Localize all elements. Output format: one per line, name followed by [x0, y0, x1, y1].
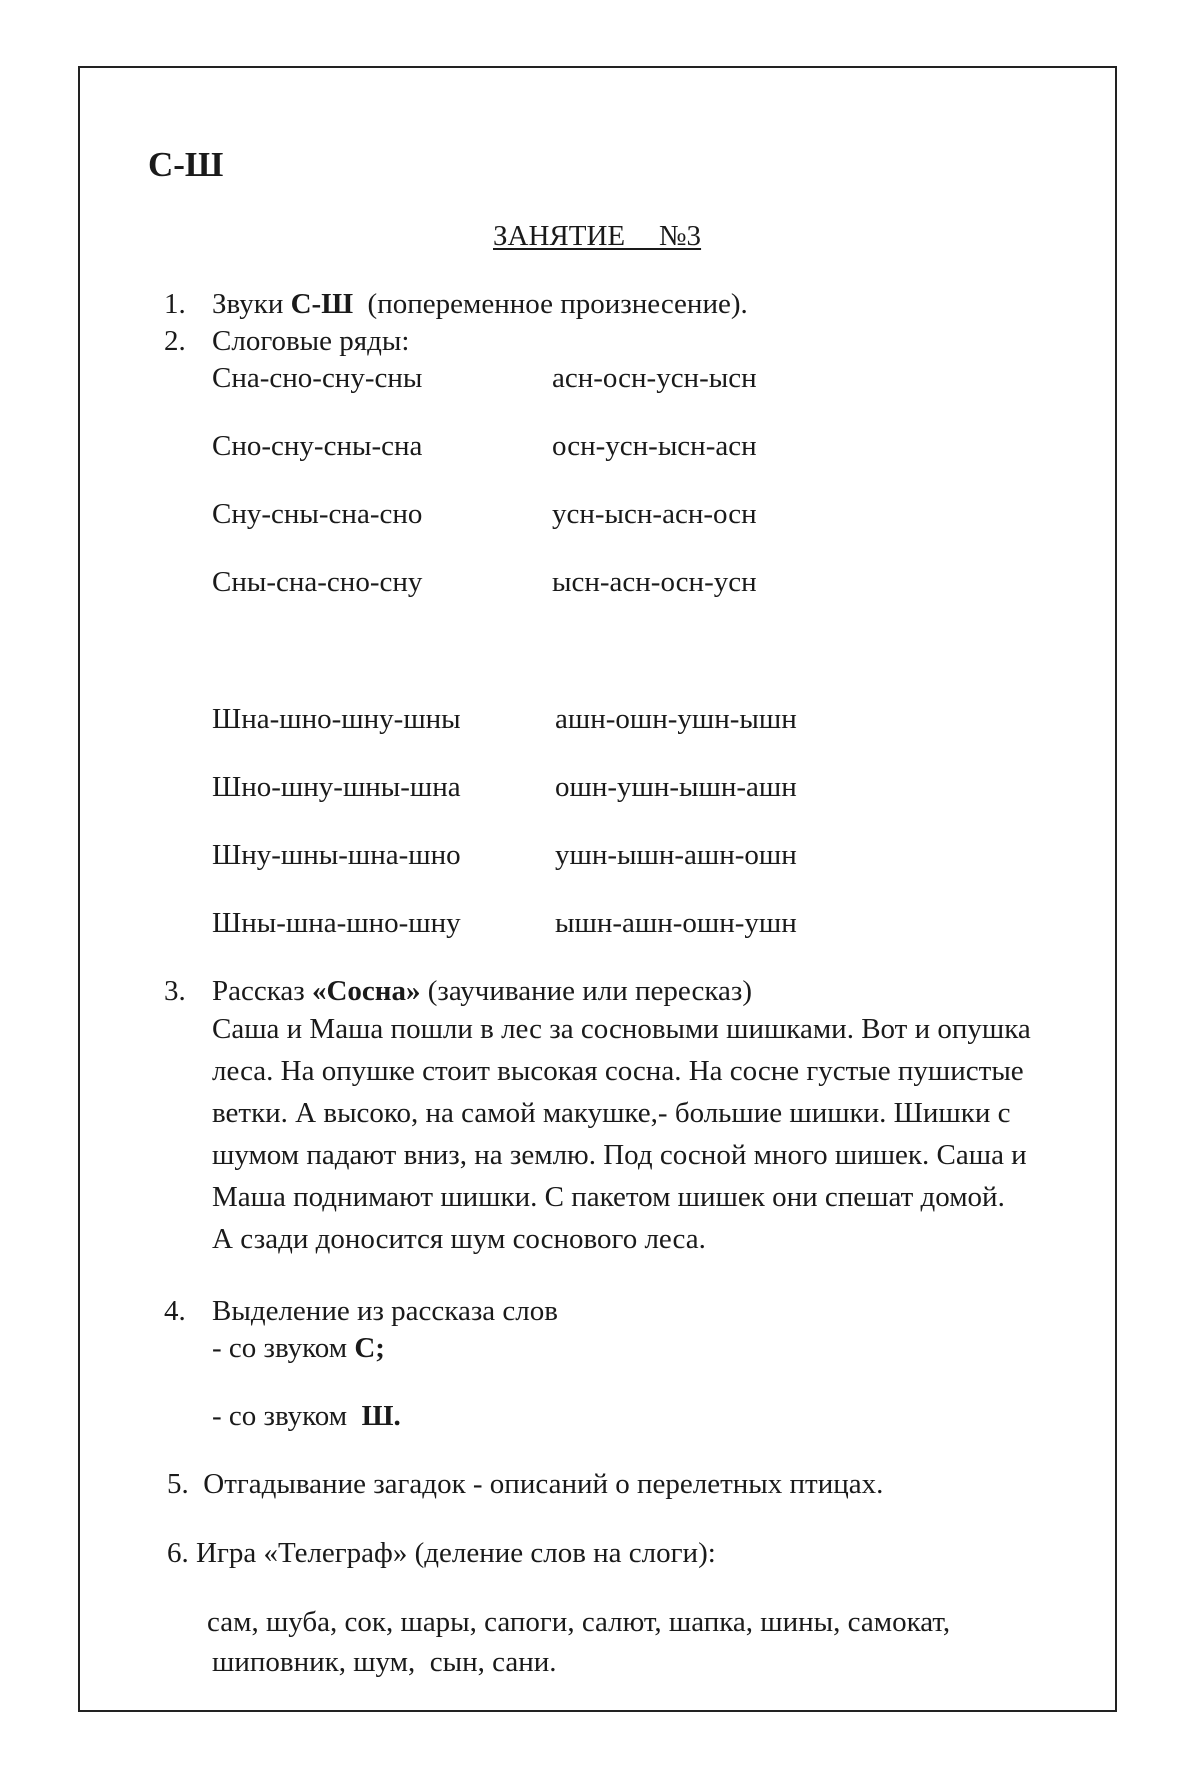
- item-5-text: 5. Отгадывание загадок - описаний о перелетных птицах.: [167, 1468, 884, 1500]
- item-4-line-sh-text: - со звуком: [212, 1400, 362, 1432]
- item-4-number: 4.: [164, 1295, 186, 1327]
- story-title: «Сосна»: [311, 975, 421, 1007]
- syllable-row-right: осн-усн-ысн-асн: [552, 430, 757, 462]
- item-2-number: 2.: [164, 325, 186, 357]
- item-3-text-after: (заучивание или пересказ): [420, 975, 752, 1007]
- syllable-row-left: Шно-шну-шны-шна: [212, 771, 461, 803]
- item-3-text-before: Рассказ: [212, 975, 312, 1007]
- item-3-number: 3.: [164, 975, 186, 1007]
- story-line: А сзади доносится шум соснового леса.: [212, 1223, 706, 1255]
- item-2-label: Слоговые ряды:: [212, 325, 410, 357]
- syllable-row-right: ысн-асн-осн-усн: [552, 566, 757, 598]
- item-1-number: 1.: [164, 288, 186, 320]
- syllable-row-left: Сно-сну-сны-сна: [212, 430, 423, 462]
- lesson-title: ЗАНЯТИЕ №3: [493, 220, 702, 252]
- syllable-row-left: Сну-сны-сна-сно: [212, 498, 423, 530]
- syllable-row-left: Сны-сна-сно-сну: [212, 566, 423, 598]
- syllable-row-left: Шну-шны-шна-шно: [212, 839, 461, 871]
- story-line: ветки. А высоко, на самой макушке,- большие шишки. Шишки с: [212, 1097, 1011, 1129]
- sound-s-label: С;: [354, 1332, 385, 1364]
- words-list-line: сам, шуба, сок, шары, сапоги, салют, шапка, шины, самокат,: [207, 1606, 951, 1638]
- words-list-line: шиповник, шум, сын, сани.: [212, 1646, 557, 1678]
- syllable-row-right: ашн-ошн-ушн-ышн: [555, 703, 797, 735]
- story-line: Саша и Маша пошли в лес за сосновыми шишками. Вот и опушка: [212, 1013, 1031, 1045]
- item-4-line-sh: [212, 1398, 401, 1434]
- sound-sh-label: Ш.: [361, 1400, 401, 1432]
- syllable-row-right: усн-ысн-асн-осн: [552, 498, 757, 530]
- item-4-label: Выделение из рассказа слов: [212, 1295, 558, 1327]
- syllable-row-left: Шна-шно-шну-шны: [212, 703, 461, 735]
- item-1-text-before: Звуки: [212, 288, 291, 320]
- syllable-row-right: ошн-ушн-ышн-ашн: [555, 771, 797, 803]
- item-1-text: [212, 286, 748, 322]
- syllable-row-right: асн-осн-усн-ысн: [552, 362, 757, 394]
- story-line: Маша поднимают шишки. С пакетом шишек они спешат домой.: [212, 1181, 1005, 1213]
- syllable-row-left: Сна-сно-сну-сны: [212, 362, 423, 394]
- item-4-line-s: [212, 1330, 385, 1366]
- syllable-row-left: Шны-шна-шно-шну: [212, 907, 461, 939]
- item-6-text: 6. Игра «Телеграф» (деление слов на слоги):: [167, 1537, 716, 1569]
- item-1-sounds: С-Ш: [290, 288, 354, 320]
- story-line: леса. На опушке стоит высокая сосна. На сосне густые пушистые: [212, 1055, 1024, 1087]
- syllable-row-right: ышн-ашн-ошн-ушн: [555, 907, 797, 939]
- story-text: [212, 1008, 1031, 1260]
- page-heading: С-Ш: [148, 145, 224, 184]
- item-4-line-s-text: - со звуком: [212, 1332, 355, 1364]
- item-3-text: [212, 973, 752, 1009]
- item-1-text-after: (попеременное произнесение).: [353, 288, 748, 320]
- story-line: шумом падают вниз, на землю. Под сосной много шишек. Саша и: [212, 1139, 1027, 1171]
- syllable-row-right: ушн-ышн-ашн-ошн: [555, 839, 797, 871]
